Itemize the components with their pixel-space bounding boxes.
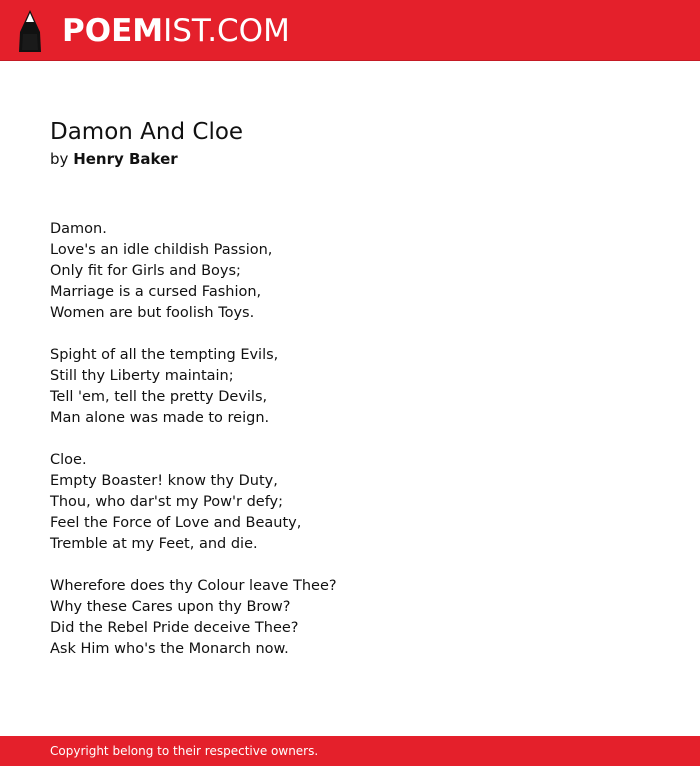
- stanza: [50, 576, 650, 660]
- poem-line: Did the Rebel Pride deceive Thee?: [50, 620, 299, 636]
- author-name: Henry Baker: [73, 150, 178, 168]
- site-header: [0, 0, 700, 61]
- poem-line: Only fit for Girls and Boys;: [50, 263, 241, 279]
- pencil-logo-icon[interactable]: [18, 10, 42, 52]
- copyright-text: Copyright belong to their respective owners.: [50, 744, 319, 758]
- poem-line: Women are but foolish Toys.: [50, 305, 255, 321]
- poem-line: Still thy Liberty maintain;: [50, 368, 234, 384]
- poem-body: [50, 219, 650, 681]
- poem-line: Man alone was made to reign.: [50, 410, 270, 426]
- poem-line: Wherefore does thy Colour leave Thee?: [50, 578, 337, 594]
- byline: [50, 149, 178, 169]
- poem-title: Damon And Cloe: [50, 119, 244, 145]
- site-footer: [0, 736, 700, 766]
- poem-line: Marriage is a cursed Fashion,: [50, 284, 262, 300]
- stanza: [50, 219, 650, 324]
- poem-line: Spight of all the tempting Evils,: [50, 347, 279, 363]
- logo-bold-text: POEM: [62, 13, 164, 49]
- poem-line: Feel the Force of Love and Beauty,: [50, 515, 302, 531]
- stanza: [50, 450, 650, 555]
- poem-line: Tremble at my Feet, and die.: [50, 536, 258, 552]
- poem-line: Ask Him who's the Monarch now.: [50, 641, 289, 657]
- poem-line: Empty Boaster! know thy Duty,: [50, 473, 278, 489]
- site-logo[interactable]: [62, 11, 290, 51]
- poem-line: Love's an idle childish Passion,: [50, 242, 273, 258]
- poem-line: Damon.: [50, 221, 107, 237]
- poem-line: Why these Cares upon thy Brow?: [50, 599, 291, 615]
- logo-light-text: IST.COM: [163, 13, 290, 49]
- poem-line: Thou, who dar'st my Pow'r defy;: [50, 494, 284, 510]
- poem-line: Cloe.: [50, 452, 87, 468]
- stanza: [50, 345, 650, 429]
- by-label: by: [50, 150, 69, 168]
- poem-line: Tell 'em, tell the pretty Devils,: [50, 389, 268, 405]
